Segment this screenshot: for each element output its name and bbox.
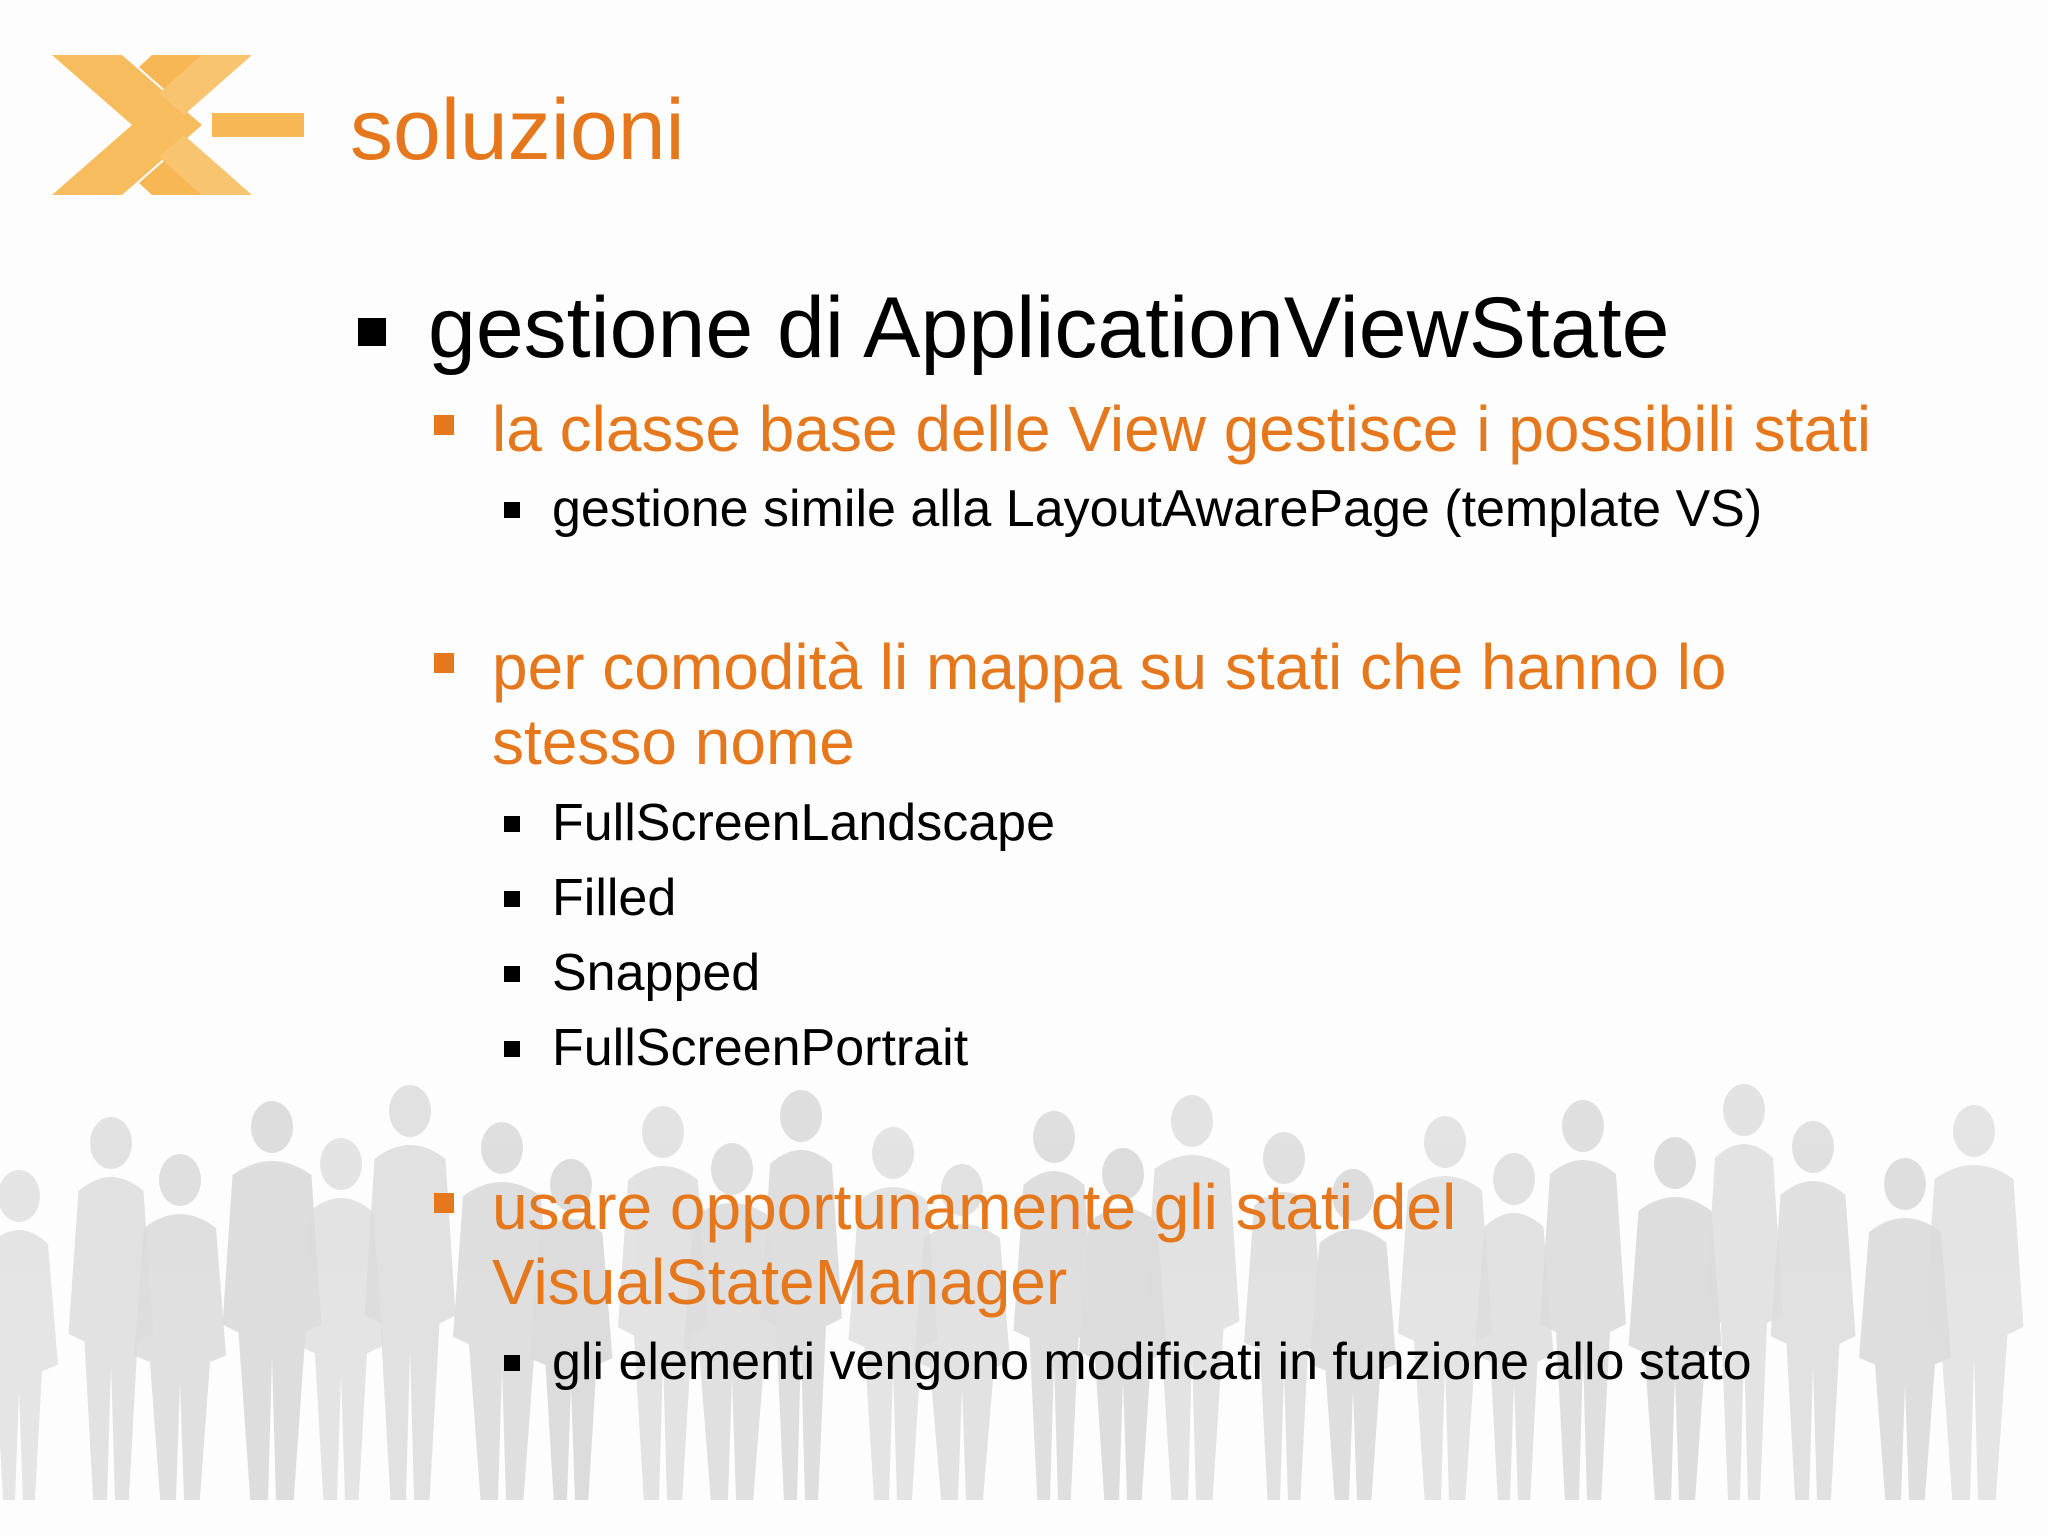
person-silhouette <box>1629 1137 1722 1500</box>
state-item-label: FullScreenLandscape <box>552 794 1055 852</box>
square-bullet-icon <box>504 891 520 907</box>
bullet-sub3-detail-text: gli elementi vengono modificati in funzione allo stato <box>552 1333 1752 1391</box>
person-silhouette <box>0 1170 58 1500</box>
square-bullet-icon <box>504 502 520 518</box>
bullet-sub1-detail-text: gestione simile alla LayoutAwarePage (template VS) <box>552 480 1763 538</box>
person-silhouette <box>134 1154 226 1500</box>
square-bullet-icon <box>504 1355 520 1371</box>
bullet-sub2-text-line1: per comodità li mappa su stati che hanno lo <box>492 631 1727 703</box>
state-item-label: Snapped <box>552 944 761 1002</box>
square-bullet-icon <box>504 966 520 982</box>
state-item-label: FullScreenPortrait <box>552 1019 969 1077</box>
bullet-main-text: gestione di ApplicationViewState <box>428 280 1670 376</box>
state-item-label: Filled <box>552 869 677 927</box>
person-silhouette <box>1771 1121 1856 1500</box>
square-bullet-icon <box>434 1193 454 1213</box>
bullet-sub1-text: la classe base delle View gestisce i possibili stati <box>492 393 1872 465</box>
slide-title: soluzioni <box>350 82 685 178</box>
bullet-sub3-text-line2: VisualStateManager <box>492 1246 1068 1318</box>
square-bullet-icon <box>434 653 454 673</box>
square-bullet-icon <box>434 415 454 435</box>
square-bullet-icon <box>358 318 386 346</box>
person-silhouette <box>1705 1084 1783 1500</box>
square-bullet-icon <box>504 816 520 832</box>
person-silhouette <box>1540 1100 1626 1500</box>
bullet-sub2-text-line2: stesso nome <box>492 706 855 778</box>
person-silhouette <box>365 1085 456 1500</box>
person-silhouette <box>1925 1105 2024 1500</box>
person-silhouette <box>1145 1095 1240 1500</box>
square-bullet-icon <box>504 1041 520 1057</box>
xe-chevron-logo <box>52 55 304 195</box>
bullet-sub3-text-line1: usare opportunamente gli stati del <box>492 1171 1457 1243</box>
